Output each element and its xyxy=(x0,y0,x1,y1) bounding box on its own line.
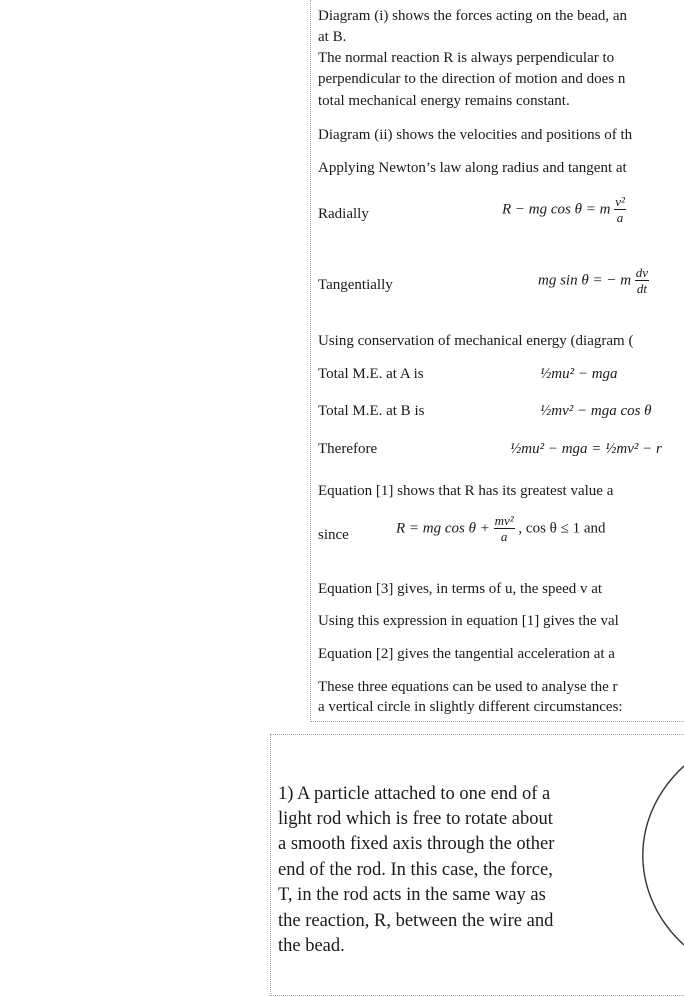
text-line: Diagram (i) shows the forces acting on the bead, an xyxy=(318,8,628,24)
tangential-lhs: mg sin θ = − m xyxy=(538,272,632,289)
text-line: Diagram (ii) shows the velocities and positions of th xyxy=(318,127,633,143)
since-rest: , cos θ ≤ 1 and xyxy=(518,520,606,537)
text-line: Using this expression in equation [1] gives the val xyxy=(318,613,619,629)
text-line: Using conservation of mechanical energy (diagram ( xyxy=(318,333,634,349)
tangentially-label: Tangentially xyxy=(318,277,393,293)
tangential-equation xyxy=(538,266,649,296)
radially-label: Radially xyxy=(318,206,369,222)
example-line: the bead. xyxy=(278,936,345,956)
example-line: 1) A particle attached to one end of a xyxy=(278,784,551,804)
fraction-numerator: mv² xyxy=(494,513,514,528)
text-line: a vertical circle in slightly different circumstances: xyxy=(318,699,623,715)
fraction-numerator: dv xyxy=(635,265,649,280)
text-line: Equation [1] shows that R has its greatest value a xyxy=(318,483,614,499)
me-a-label: Total M.E. at A is xyxy=(318,366,424,382)
example-line: light rod which is free to rotate about xyxy=(278,809,553,829)
fraction-numerator: v² xyxy=(615,194,625,209)
fraction-denominator: a xyxy=(616,210,624,225)
since-label: since xyxy=(318,527,349,543)
example-line: the reaction, R, between the wire and xyxy=(278,911,554,931)
fraction xyxy=(494,514,515,544)
example-line: T, in the rod acts in the same way as xyxy=(278,885,546,905)
text-line: Equation [2] gives the tangential acceleration at a xyxy=(318,646,615,662)
example-line: end of the rod. In this case, the force, xyxy=(278,860,553,880)
example-line: a smooth fixed axis through the other xyxy=(278,834,555,854)
fraction-denominator: a xyxy=(500,529,508,544)
text-line: perpendicular to the direction of motion and does n xyxy=(318,71,626,87)
since-equation xyxy=(396,514,606,544)
text-line: The normal reaction R is always perpendicular to xyxy=(318,50,615,66)
me-b-label: Total M.E. at B is xyxy=(318,403,425,419)
text-line: These three equations can be used to analyse the r xyxy=(318,679,618,695)
therefore-label: Therefore xyxy=(318,441,378,457)
fraction xyxy=(614,195,626,225)
circle-diagram xyxy=(624,760,684,960)
circle-arc xyxy=(643,766,684,945)
text-line: Applying Newton’s law along radius and tangent at xyxy=(318,160,627,176)
therefore-expression: ½mu² − mga = ½mv² − r xyxy=(510,441,662,457)
text-line: Equation [3] gives, in terms of u, the speed v at xyxy=(318,581,603,597)
text-line: total mechanical energy remains constant. xyxy=(318,93,570,109)
radial-lhs: R − mg cos θ = m xyxy=(502,201,611,218)
since-lhs: R = mg cos θ + xyxy=(396,520,490,537)
me-a-expression: ½mu² − mga xyxy=(540,366,618,382)
text-line: at B. xyxy=(318,29,347,45)
fraction-denominator: dt xyxy=(636,281,647,296)
fraction xyxy=(635,266,649,296)
me-b-expression: ½mv² − mga cos θ xyxy=(540,403,652,419)
radial-equation xyxy=(502,195,626,225)
